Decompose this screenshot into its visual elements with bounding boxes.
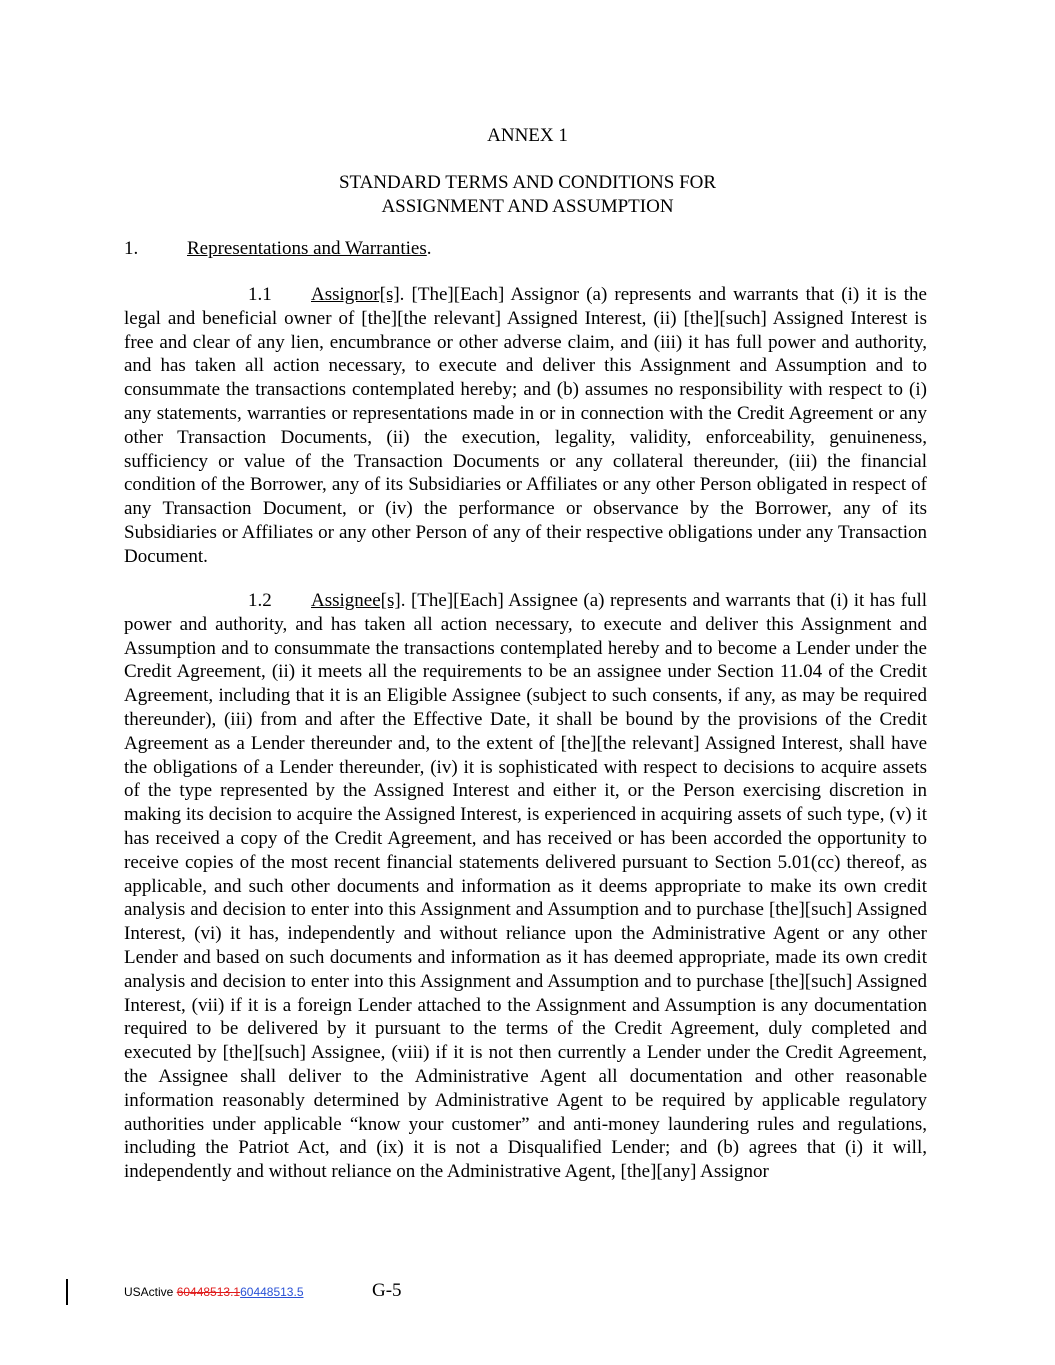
section-heading <box>0 238 432 260</box>
paragraph-1-2 <box>124 589 927 1184</box>
inserted-document-id: 60448513.5 <box>240 1285 304 1299</box>
revision-change-bar <box>66 1279 68 1305</box>
page-number: G-5 <box>372 1280 402 1301</box>
title-line-1: STANDARD TERMS AND CONDITIONS FOR <box>338 172 717 193</box>
document-title <box>0 171 1055 219</box>
paragraph-label: Assignor[s] <box>311 284 400 305</box>
paragraph-number: 1.2 <box>248 590 272 611</box>
section-number: 1. <box>124 238 139 259</box>
paragraph-number: 1.1 <box>248 284 272 305</box>
paragraph-1-1 <box>124 283 927 569</box>
paragraph-label: Assignee[s] <box>311 590 401 611</box>
footer-prefix: USActive <box>124 1285 177 1299</box>
title-line-2: ASSIGNMENT AND ASSUMPTION <box>381 195 674 217</box>
paragraph-text: . [The][Each] Assignee (a) represents and warrants that (i) it has full power and authority, and has taken all action necessary, to execute and deliver this Assignment and Assumption and to consummate the transactions contemplated hereby and to become a Lender under the Credit Agreement, (ii) it meets all the requirements to be an assignee under Section 11.04 of the Credit Agreement, including that it is an Eligible Assignee (subject to such consents, if any, as may be required thereunder), (iii) from and after the Effective Date, it shall be bound by the provisions of the Credit Agreement as a Lender thereunder and, to the extent of [the][the relevant] Assigned Interest, shall have the obligations of a Lender thereunder, (iv) it is sophisticated with respect to decisions to acquire assets of the type represented by the Assigned Interest and either it, or the Person exercising discretion in making its decision to acquire the Assigned Interest, is experienced in acquiring assets of such type, (v) it has received a copy of the Credit Agreement, and has received or has been accorded the opportunity to receive copies of the most recent financial statements delivered pursuant to Section 5.01(cc) thereof, as applicable, and such other documents and information as it deems appropriate to make its own credit analysis and decision to enter into this Assignment and Assumption and to purchase [the][such] Assigned Interest, (vi) it has, independently and without reliance upon the Administrative Agent or any other Lender and based on such documents and information as it has deemed appropriate, made its own credit analysis and decision to enter into this Assignment and Assumption and to purchase [the][such] Assigned Interest, (vii) if it is a foreign Lender attached to the Assignment and Assumption is any documentation required to be delivered by it pursuant to the terms of the Credit Agreement, duly completed and executed by [the][such] Assignee, (viii) if it is not then currently a Lender under the Credit Agreement, the Assignee shall deliver to the Administrative Agent all documentation and other reasonable information reasonably determined by Administrative Agent to be required by applicable regulatory authorities under applicable “know your customer” and anti-money laundering rules and regulations, including the Patriot Act, and (ix) it is not a Disqualified Lender; and (b) agrees that (i) it will, independently and without reliance on the Administrative Agent, [the][any] Assignor <box>124 590 927 1183</box>
annex-label: ANNEX 1 <box>487 125 568 146</box>
section-title-suffix: . <box>426 238 432 259</box>
footer-document-id <box>124 1285 304 1299</box>
paragraph-text: . [The][Each] Assignor (a) represents and warrants that (i) it is the legal and beneficial owner of [the][the relevant] Assigned Interest, (ii) [the][such] Assigned Interest is free and clear of any lien, encumbrance or other adverse claim, and (iii) it has full power and authority, and has taken all action necessary, to execute and deliver this Assignment and Assumption and to consummate the transactions contemplated hereby; and (b) assumes no responsibility with respect to (i) any statements, warranties or representations made in or in connection with the Credit Agreement or any other Transaction Documents, (ii) the execution, legality, validity, enforceability, genuineness, sufficiency or value of the Transaction Documents or any collateral thereunder, (iii) the financial condition of the Borrower, any of its Subsidiaries or Affiliates or any other Person obligated in respect of any Transaction Document, or (iv) the performance or observance by the Borrower, any of its Subsidiaries or Affiliates or any other Person of any of their respective obligations under any Transaction Document. <box>124 284 927 567</box>
section-title: Representations and Warranties <box>187 238 427 259</box>
deleted-document-id: 60448513.1 <box>176 1285 241 1299</box>
